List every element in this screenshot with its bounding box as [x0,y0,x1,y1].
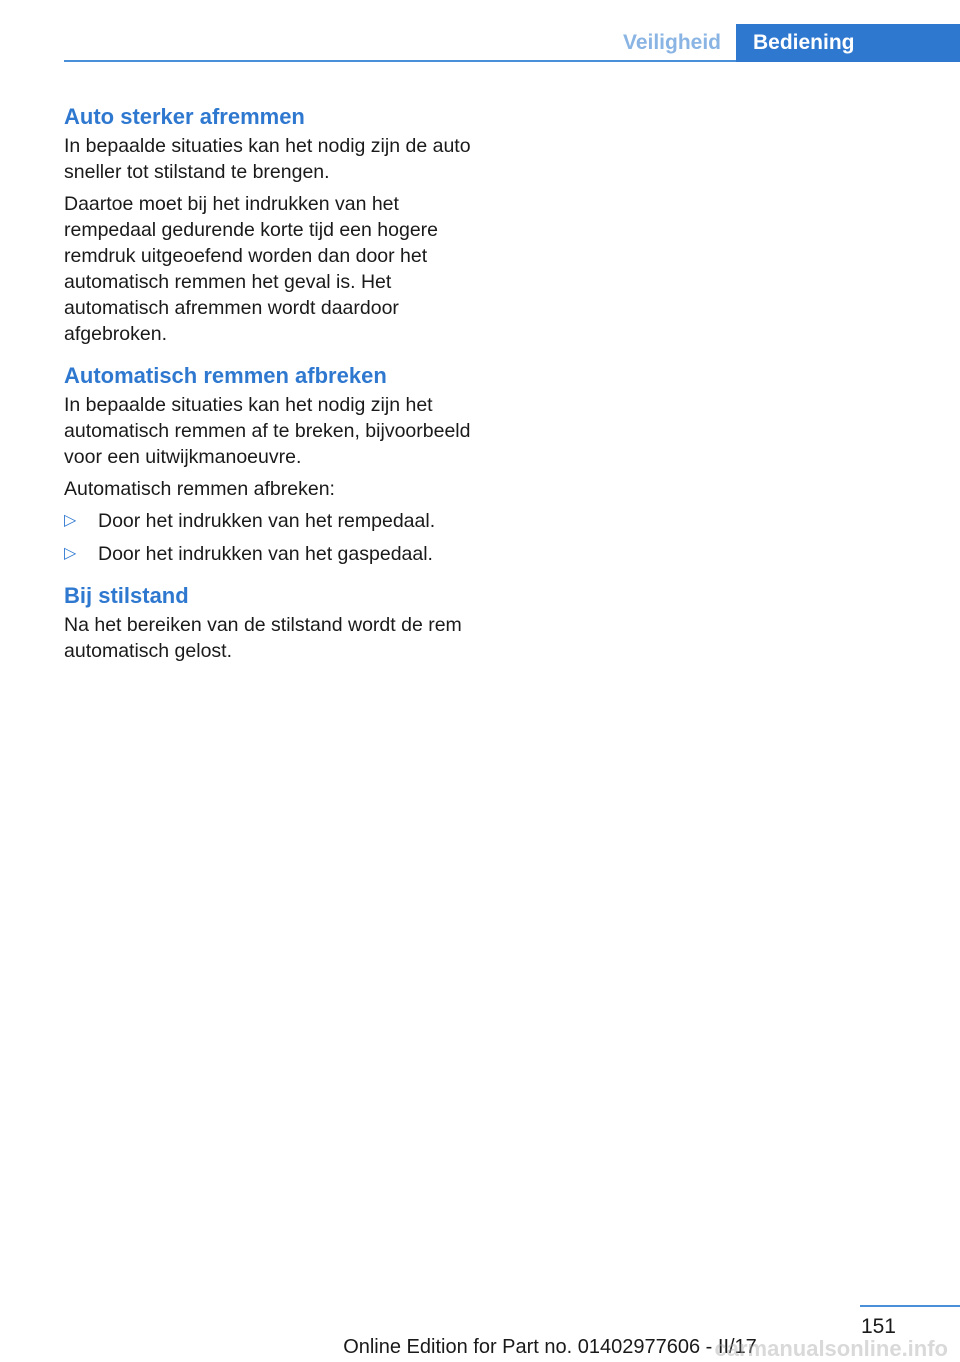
list-item [64,508,484,534]
tab-veiligheid[interactable]: Veiligheid [622,31,722,54]
list-item-text: Door het indrukken van het rempedaal. [98,510,436,532]
section-auto-sterker-afremmen [64,100,484,347]
paragraph: In bepaalde situaties kan het nodig zijn het automatisch remmen af te breken, bijvoorbeeld voor een uitwijkmanoeuvre. [64,394,471,468]
paragraph: In bepaalde situaties kan het nodig zijn de auto sneller tot stilstand te brengen. [64,135,471,183]
triangle-right-icon: ▷ [64,545,77,562]
triangle-right-icon: ▷ [64,512,77,529]
page-number: 151 [860,1315,896,1338]
list-item [64,541,484,567]
paragraph: Automatisch remmen afbreken: [64,478,335,500]
section-bij-stilstand [64,579,484,664]
section-heading: Auto sterker afremmen [64,104,305,129]
page-content [64,100,484,670]
footer-rule [860,1305,960,1307]
list-item-text: Door het indrukken van het gaspedaal. [98,543,433,565]
tab-bediening[interactable]: Bediening [736,24,960,62]
paragraph: Na het bereiken van de stilstand wordt de rem automatisch gelost. [64,614,462,662]
section-heading: Bij stilstand [64,583,189,608]
watermark: carmanualsonline.info [714,1336,948,1361]
section-heading: Automatisch remmen afbreken [64,363,387,388]
paragraph: Daartoe moet bij het indrukken van het rempedaal gedurende korte tijd een hogere remdruk uitgeoefend worden dan door het automatisch remmen het geval is. Het automatisch afremmen wordt daardoor afgebroken. [64,193,439,345]
section-automatisch-remmen-afbreken [64,359,484,567]
bullet-list [64,508,484,567]
edition-note: Online Edition for Part no. 01402977606 - II/17 [343,1336,757,1358]
